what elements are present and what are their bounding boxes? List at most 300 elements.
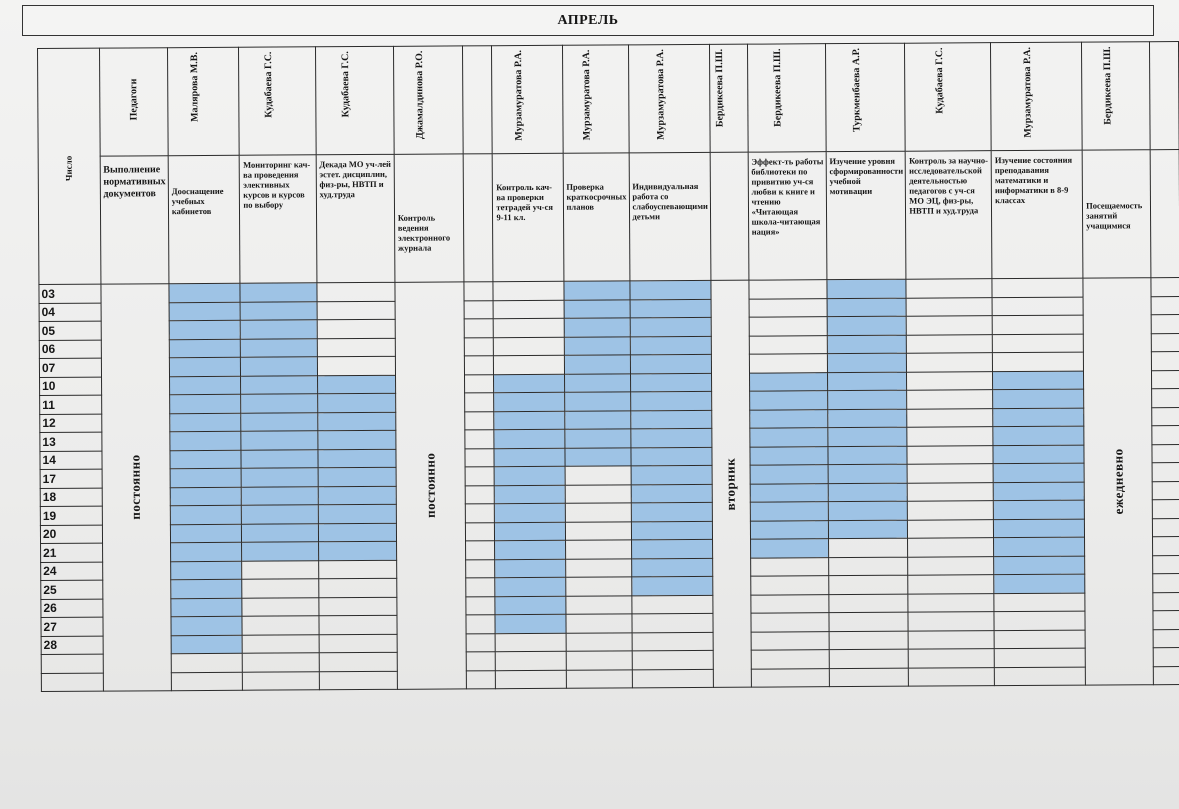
schedule-cell [318, 560, 396, 579]
schedule-cell [750, 502, 828, 521]
schedule-cell [632, 650, 713, 669]
schedule-cell [465, 411, 494, 430]
schedule-cell [630, 447, 711, 466]
day-number: 10 [40, 377, 102, 396]
teacher-name: Мурзамуратова Р.А. [512, 50, 525, 141]
schedule-cell [494, 448, 564, 467]
schedule-cell [907, 334, 993, 353]
teacher-name: Малярова М.В. [189, 52, 201, 122]
schedule-cell [319, 671, 397, 690]
teacher-header [315, 46, 394, 154]
schedule-cell [829, 594, 909, 613]
schedule-cell [630, 317, 711, 336]
schedule-cell [1152, 463, 1179, 482]
schedule-cell [631, 465, 712, 484]
schedule-cell [829, 631, 909, 650]
teacher-header [393, 46, 463, 154]
schedule-cell [318, 578, 396, 597]
schedule-cell [630, 373, 711, 392]
schedule-cell [829, 649, 909, 668]
schedule-cell [632, 669, 713, 688]
teacher-name: Джамалдинова Р.О. [414, 50, 426, 140]
teacher-header [562, 45, 629, 153]
schedule-cell [908, 593, 994, 612]
schedule-cell [169, 339, 241, 358]
schedule-cell [992, 334, 1083, 353]
schedule-cell [630, 410, 711, 429]
teacher-header [1082, 42, 1150, 150]
schedule-cell [242, 560, 318, 579]
schedule-cell [564, 299, 630, 318]
schedule-cell [1152, 518, 1179, 537]
schedule-cell [827, 279, 907, 298]
schedule-cell [241, 394, 317, 413]
schedule-cell [828, 446, 908, 465]
schedule-cell [993, 389, 1084, 408]
day-number: 07 [39, 358, 101, 377]
schedule-table [37, 41, 1179, 692]
schedule-cell [318, 523, 396, 542]
schedule-cell [828, 483, 908, 502]
schedule-cell [169, 394, 241, 413]
teacher-name: Кудабаева Г.С. [263, 51, 275, 118]
schedule-cell [908, 612, 994, 631]
schedule-cell [994, 648, 1085, 667]
schedule-cell [749, 372, 827, 391]
schedule-cell [749, 354, 827, 373]
schedule-cell [241, 431, 317, 450]
teacher-name: Кудабаева Г.С. [933, 47, 946, 114]
schedule-cell [630, 299, 711, 318]
schedule-cell [467, 652, 496, 671]
pedagogi-label: Педагоги [127, 78, 140, 121]
schedule-cell [242, 579, 318, 598]
schedule-cell [751, 613, 829, 632]
schedule-cell [495, 596, 565, 615]
schedule-cell [751, 668, 829, 687]
schedule-cell [564, 318, 630, 337]
schedule-cell [993, 463, 1084, 482]
schedule-cell [565, 521, 631, 540]
schedule-cell [908, 556, 994, 575]
activity-description: Дооснащение учебных кабинетов [168, 155, 240, 283]
day-number: 17 [40, 469, 102, 488]
schedule-cell [1152, 444, 1179, 463]
schedule-cell [1151, 296, 1179, 315]
schedule-cell [465, 319, 494, 338]
day-number: 11 [40, 395, 102, 414]
schedule-cell [828, 538, 908, 557]
schedule-cell [994, 667, 1085, 686]
schedule-cell [827, 390, 907, 409]
teacher-header [1149, 42, 1179, 150]
schedule-cell [170, 450, 242, 469]
teacher-name: Бердикеева П.Ш. [772, 48, 784, 127]
schedule-cell [466, 596, 495, 615]
schedule-cell [993, 408, 1084, 427]
schedule-cell [318, 486, 396, 505]
schedule-cell [1151, 370, 1179, 389]
schedule-cell [566, 614, 632, 633]
schedule-cell [908, 519, 994, 538]
span-cell-col0 [100, 284, 171, 691]
day-number: 03 [39, 284, 101, 303]
schedule-cell [495, 503, 565, 522]
day-number: 06 [39, 340, 101, 359]
schedule-cell [319, 634, 397, 653]
schedule-cell [171, 579, 243, 598]
span-cell-col9 [711, 280, 751, 687]
schedule-cell [241, 320, 317, 339]
teacher-header [905, 43, 991, 152]
day-number: 21 [41, 543, 103, 562]
schedule-cell [632, 632, 713, 651]
schedule-cell [564, 447, 630, 466]
schedule-cell [994, 593, 1085, 612]
schedule-cell [994, 519, 1085, 538]
schedule-cell [1152, 389, 1179, 408]
schedule-cell [827, 298, 907, 317]
schedule-cell [829, 575, 909, 594]
schedule-cell [318, 504, 396, 523]
schedule-cell [565, 595, 631, 614]
schedule-cell [465, 337, 494, 356]
schedule-cell [907, 371, 993, 390]
schedule-cell [170, 505, 242, 524]
schedule-cell [564, 410, 630, 429]
schedule-cell [317, 319, 395, 338]
schedule-cell [749, 409, 827, 428]
header-row-teachers [38, 42, 1179, 157]
schedule-cell [171, 635, 243, 654]
day-number [41, 673, 103, 692]
span-label: вторник [722, 457, 739, 511]
activity-description: Посещаемость занятий учащимися [1082, 150, 1151, 278]
teacher-name: Бердикеева П.Ш. [1101, 46, 1114, 125]
pedagogi-desc: Выполнение нормативных документов [100, 156, 169, 284]
schedule-cell [466, 633, 495, 652]
schedule-cell [317, 356, 395, 375]
teacher-header [991, 42, 1083, 151]
schedule-cell [494, 466, 564, 485]
schedule-cell [992, 352, 1083, 371]
teacher-header [825, 43, 905, 151]
schedule-cell [907, 353, 993, 372]
schedule-cell [494, 374, 564, 393]
schedule-cell [565, 484, 631, 503]
schedule-cell [909, 649, 995, 668]
schedule-cell [170, 524, 242, 543]
schedule-cell [465, 356, 494, 375]
schedule-cell [465, 467, 494, 486]
span-label: постоянно [127, 454, 144, 521]
schedule-cell [907, 464, 993, 483]
schedule-cell [319, 652, 397, 671]
schedule-cell [749, 335, 827, 354]
schedule-cell [993, 482, 1084, 501]
activity-description: Мониторинг кач-ва проведения элективных курсов и курсов по выбору [240, 155, 317, 283]
chislo-header [38, 48, 101, 284]
schedule-cell [751, 631, 829, 650]
activity-description: Контроль кач-ва проверки тетрадей уч-ся 9-11 кл. [493, 153, 564, 281]
schedule-cell [466, 578, 495, 597]
schedule-cell [466, 504, 495, 523]
schedule-cell [171, 598, 243, 617]
teacher-name: Кудабаева Г.С. [340, 51, 352, 118]
schedule-cell [170, 542, 242, 561]
schedule-cell [169, 376, 241, 395]
schedule-cell [317, 375, 395, 394]
schedule-cell [566, 651, 632, 670]
schedule-cell [169, 320, 241, 339]
schedule-cell [1153, 592, 1179, 611]
schedule-cell [242, 597, 318, 616]
schedule-cell [495, 614, 565, 633]
teacher-name: Мурзамуратова Р.А. [581, 49, 593, 141]
schedule-cell [751, 650, 829, 669]
schedule-cell [170, 431, 242, 450]
schedule-cell [242, 523, 318, 542]
schedule-cell [908, 575, 994, 594]
schedule-cell [994, 630, 1085, 649]
day-number: 19 [40, 506, 102, 525]
schedule-cell [564, 355, 630, 374]
activity-description: Изучение уровня сформированности учебной мотивации [826, 151, 906, 279]
day-number: 04 [39, 303, 101, 322]
teacher-header [709, 44, 747, 152]
day-number: 13 [40, 432, 102, 451]
schedule-cell [1151, 352, 1179, 371]
schedule-cell [242, 616, 318, 635]
schedule-cell [908, 630, 994, 649]
schedule-cell [241, 412, 317, 431]
schedule-cell [1151, 333, 1179, 352]
activity-description: Индивидуальная работа со слабоуспевающими детьми [629, 152, 711, 280]
schedule-cell [749, 391, 827, 410]
schedule-cell [993, 500, 1084, 519]
schedule-cell [493, 281, 563, 300]
schedule-cell [494, 411, 564, 430]
schedule-cell [495, 485, 565, 504]
schedule-cell [749, 280, 827, 299]
schedule-cell [242, 486, 318, 505]
schedule-cell [171, 672, 243, 691]
pedagogi-header [99, 48, 168, 156]
schedule-cell [993, 426, 1084, 445]
schedule-cell [631, 613, 712, 632]
schedule-body [38, 42, 1179, 692]
schedule-cell [907, 390, 993, 409]
schedule-cell [243, 653, 319, 672]
schedule-cell [493, 300, 563, 319]
schedule-cell [750, 539, 828, 558]
schedule-cell [565, 558, 631, 577]
schedule-cell [465, 448, 494, 467]
day-number: 24 [41, 562, 103, 581]
schedule-cell [630, 391, 711, 410]
schedule-cell [993, 371, 1084, 390]
schedule-cell [243, 671, 319, 690]
schedule-cell [317, 301, 395, 320]
schedule-cell [564, 429, 630, 448]
schedule-cell [631, 502, 712, 521]
schedule-cell [494, 337, 564, 356]
header-row-activities [38, 150, 1179, 285]
schedule-cell [494, 355, 564, 374]
schedule-cell [750, 483, 828, 502]
schedule-cell [1152, 426, 1179, 445]
schedule-cell [495, 540, 565, 559]
activity-description [464, 154, 494, 282]
schedule-cell [1153, 629, 1179, 648]
schedule-cell [631, 595, 712, 614]
activity-description: Изучение состояния преподавания математики и информатики в 8-9 классах [991, 150, 1083, 279]
teacher-header [167, 47, 239, 155]
schedule-cell [317, 412, 395, 431]
schedule-cell [464, 282, 493, 301]
schedule-cell [631, 521, 712, 540]
schedule-cell [564, 392, 630, 411]
schedule-cell [240, 283, 316, 302]
schedule-cell [466, 615, 495, 634]
teacher-name: Бердикеева П.Ш. [714, 48, 726, 128]
schedule-cell [241, 338, 317, 357]
schedule-cell [1152, 500, 1179, 519]
schedule-cell [992, 278, 1083, 297]
schedule-cell [565, 577, 631, 596]
day-number: 25 [41, 580, 103, 599]
schedule-cell [750, 576, 828, 595]
schedule-cell [563, 281, 629, 300]
schedule-cell [495, 559, 565, 578]
schedule-cell [994, 611, 1085, 630]
schedule-cell [631, 576, 712, 595]
activity-description [710, 152, 748, 280]
day-number: 05 [39, 321, 101, 340]
schedule-cell [169, 302, 241, 321]
schedule-cell [466, 522, 495, 541]
schedule-cell [1153, 555, 1179, 574]
schedule-cell [827, 353, 907, 372]
teacher-name: Мурзамуратова Р.А. [1022, 46, 1034, 138]
teacher-header [492, 45, 563, 153]
schedule-cell [170, 487, 242, 506]
schedule-cell [993, 445, 1084, 464]
schedule-cell [1153, 574, 1179, 593]
schedule-cell [466, 485, 495, 504]
schedule-cell [241, 468, 317, 487]
schedule-cell [464, 300, 493, 319]
schedule-cell [750, 446, 828, 465]
day-number: 27 [41, 617, 103, 636]
schedule-cell [828, 557, 908, 576]
schedule-cell [829, 668, 909, 687]
schedule-cell [318, 430, 396, 449]
schedule-cell [1153, 648, 1179, 667]
schedule-cell [169, 283, 241, 302]
schedule-cell [630, 354, 711, 373]
day-number: 28 [41, 636, 103, 655]
span-cell-col14 [1083, 278, 1153, 685]
schedule-cell [467, 670, 496, 689]
schedule-cell [317, 338, 395, 357]
schedule-cell [909, 667, 995, 686]
day-number: 20 [40, 525, 102, 544]
day-number: 26 [41, 599, 103, 618]
span-cell-col4 [395, 282, 467, 689]
schedule-cell [466, 559, 495, 578]
schedule-cell [1151, 315, 1179, 334]
schedule-cell [240, 301, 316, 320]
schedule-cell [494, 318, 564, 337]
teacher-name: Туркменбаева А.Р. [851, 47, 863, 132]
schedule-cell [749, 298, 827, 317]
chislo-label: Число [63, 155, 74, 182]
schedule-cell [829, 612, 909, 631]
schedule-cell [565, 503, 631, 522]
teacher-header [628, 44, 710, 152]
day-number: 18 [40, 488, 102, 507]
activity-description: Проверка краткосрочных планов [563, 153, 630, 281]
schedule-cell [495, 577, 565, 596]
schedule-cell [465, 374, 494, 393]
schedule-cell [318, 467, 396, 486]
schedule-cell [564, 336, 630, 355]
schedule-cell [908, 501, 994, 520]
schedule-cell [465, 430, 494, 449]
schedule-cell [495, 633, 565, 652]
schedule-cell [169, 357, 241, 376]
schedule-cell [170, 561, 242, 580]
schedule-cell [907, 445, 993, 464]
schedule-cell [827, 316, 907, 335]
schedule-cell [242, 505, 318, 524]
activity-description: Декада МО уч-лей эстет. дисциплин, физ-ры, НВТП и худ.труда [316, 154, 395, 282]
schedule-cell [631, 558, 712, 577]
activity-description [1150, 150, 1179, 278]
activity-description: Эффект-ть работы библиотеки по привитию уч-ся любви к книге и чтению «Читающая школа-читающая нация» [748, 152, 827, 280]
schedule-cell [906, 279, 992, 298]
schedule-cell [906, 316, 992, 335]
schedule-cell [994, 556, 1085, 575]
schedule-cell [994, 574, 1085, 593]
schedule-cell [496, 651, 566, 670]
schedule-cell [827, 409, 907, 428]
schedule-cell [827, 372, 907, 391]
schedule-cell [994, 537, 1085, 556]
page-title: АПРЕЛЬ [22, 5, 1154, 36]
teacher-header [747, 44, 826, 152]
schedule-cell [494, 429, 564, 448]
schedule-cell [1152, 481, 1179, 500]
schedule-cell [496, 670, 566, 689]
schedule-cell [565, 540, 631, 559]
schedule-cell [319, 597, 397, 616]
schedule-cell [749, 317, 827, 336]
schedule-cell [318, 541, 396, 560]
schedule-cell [631, 484, 712, 503]
span-label: ежедневно [1109, 448, 1126, 515]
schedule-cell [242, 634, 318, 653]
schedule-cell [466, 541, 495, 560]
schedule-cell [1152, 407, 1179, 426]
schedule-cell [1151, 278, 1179, 297]
schedule-cell [242, 542, 318, 561]
schedule-cell [630, 428, 711, 447]
schedule-cell [241, 375, 317, 394]
schedule-cell [495, 522, 565, 541]
schedule-cell [170, 468, 242, 487]
